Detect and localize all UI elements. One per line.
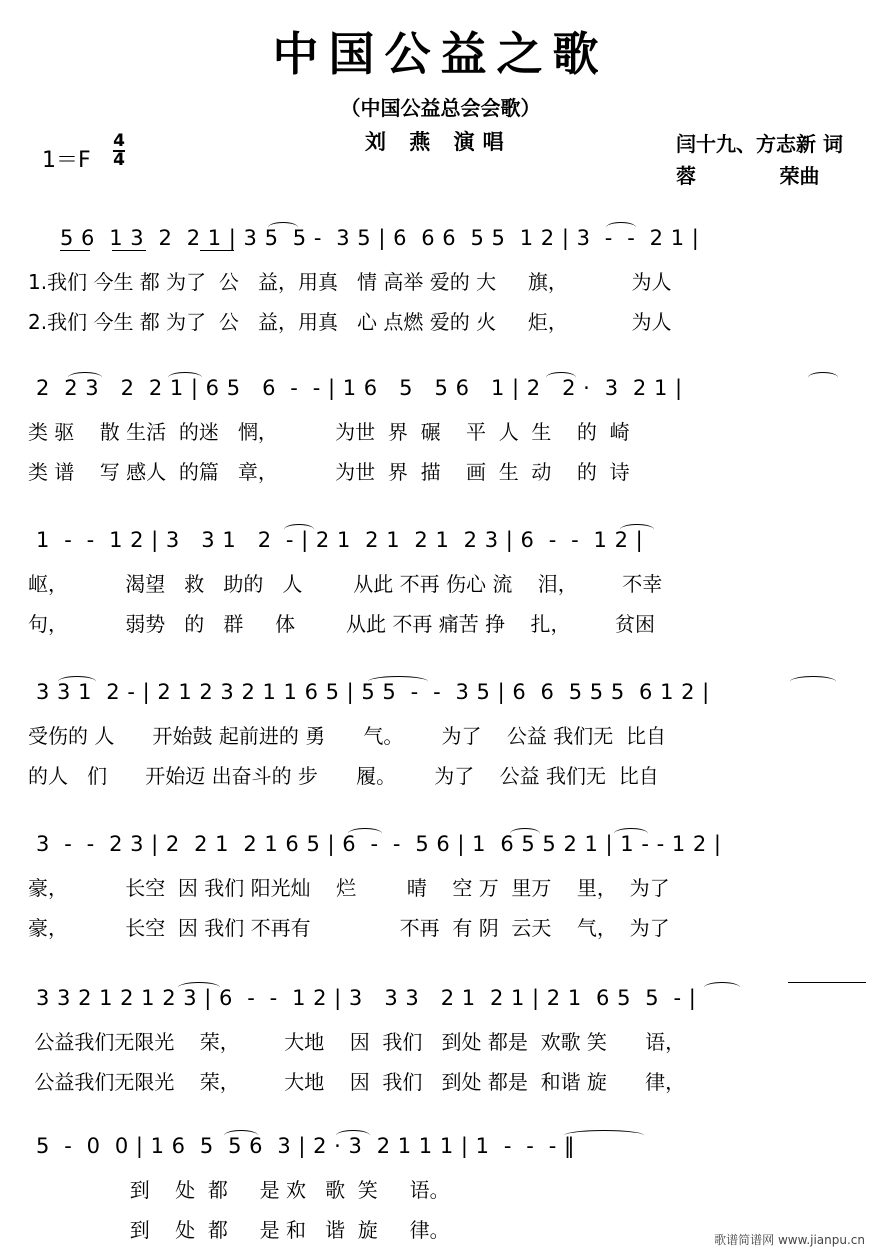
- slur: [168, 372, 202, 383]
- notes-row: 2 2 3 2 2 1 | 6 5 6 - - | 1 6 5 5 6 1 | 2 2 · 3 2 1 |: [36, 376, 683, 400]
- notes-row: 3 3 2 1 2 1 2 3 | 6 - - 1 2 | 3 3 3 2 1 2 1 | 2 1 6 5 5 - |: [36, 986, 697, 1010]
- lyric-verse-1: 1.我们 今生 都 为了 公 益，用真 情 高举 爱的 大 旗， 为人: [28, 270, 672, 294]
- lyric-verse-1: 豪， 长空 因 我们 阳光灿 烂 晴 空 万 里万 里， 为了: [28, 876, 670, 900]
- slur: [704, 982, 740, 993]
- beam: [112, 250, 146, 251]
- lyricist-credit: 闫十九、方志新 词: [676, 132, 843, 156]
- song-title: 中国公益之歌: [272, 27, 609, 81]
- time-signature: [113, 133, 125, 169]
- notes-row: 3 3 1 2 - | 2 1 2 3 2 1 1 6 5 | 5 5 - - 3 5 | 6 6 5 5 5 6 1 2 |: [36, 680, 710, 704]
- slur: [68, 372, 102, 383]
- song-subtitle: （中国公益总会会歌）: [340, 96, 541, 120]
- slur: [510, 828, 540, 839]
- notation-line: [28, 1130, 868, 1170]
- lyric-verse-2: 的人 们 开始迈 出奋斗的 步 履。 为了 公益 我们无 比自: [28, 764, 659, 788]
- slur: [178, 982, 220, 993]
- slur: [546, 372, 576, 383]
- time-signature-top: 4: [113, 131, 125, 151]
- slur: [808, 372, 838, 383]
- lyric-verse-2: 2.我们 今生 都 为了 公 益，用真 心 点燃 爱的 火 炬， 为人: [28, 310, 672, 334]
- key-signature: 1＝F: [42, 148, 91, 173]
- lyric-verse-1: 类 驱 散 生活 的迷 惘， 为世 界 碾 平 人 生 的 崎: [28, 420, 630, 444]
- slur: [790, 676, 836, 687]
- lyric-verse-2: 类 谱 写 感人 的篇 章， 为世 界 描 画 生 动 的 诗: [28, 460, 630, 484]
- watermark: 歌谱简谱网 www.jianpu.cn: [714, 1233, 865, 1247]
- slur: [224, 1130, 258, 1141]
- slur: [58, 676, 96, 687]
- music-system-4: [28, 676, 868, 786]
- beam: [200, 250, 234, 251]
- lyric-verse-1: 到 处 都 是 欢 歌 笑 语。: [28, 1178, 450, 1202]
- lyric-verse-1: 公益我们无限光 荣， 大地 因 我们 到处 都是 欢歌 笑 语，: [28, 1030, 686, 1054]
- notation-line: [28, 372, 868, 412]
- music-system-3: [28, 524, 868, 634]
- lyric-verse-1: 受伤的 人 开始鼓 起前进的 勇 气。 为了 公益 我们无 比自: [28, 724, 667, 748]
- lyric-verse-2: 公益我们无限光 荣， 大地 因 我们 到处 都是 和谐 旋 律，: [28, 1070, 686, 1094]
- music-system-1: [28, 222, 868, 332]
- notation-line: [28, 982, 868, 1022]
- slur: [284, 524, 314, 535]
- music-system-2: [28, 372, 868, 482]
- notes-row: 1 - - 1 2 | 3 3 1 2 - | 2 1 2 1 2 1 2 3 | 6 - - 1 2 |: [36, 528, 644, 552]
- slur: [788, 982, 866, 993]
- slur: [348, 828, 382, 839]
- notation-line: [28, 524, 868, 564]
- notation-line: [28, 828, 868, 868]
- lyric-verse-2: 句， 弱势 的 群 体 从此 不再 痛苦 挣 扎， 贫困: [28, 612, 656, 636]
- beam: [60, 250, 90, 251]
- notes-row: 3 - - 2 3 | 2 2 1 2 1 6 5 | 6 - - 5 6 | 1 6 5 5 2 1 | 1 - - 1 2 |: [36, 832, 722, 856]
- slur: [564, 1130, 644, 1141]
- performer: 刘 燕 演唱: [365, 130, 512, 154]
- music-system-7: [28, 1130, 868, 1240]
- notes-row: 5 6 1 3 2 2 1 | 3 5 5 - 3 5 | 6 6 6 5 5 1 2 | 3 - - 2 1 |: [60, 226, 700, 250]
- notation-line: [28, 676, 868, 716]
- composer-credit: 蓉 荣曲: [676, 164, 820, 188]
- time-signature-bottom: 4: [113, 150, 125, 170]
- lyric-verse-2: 到 处 都 是 和 谐 旋 律。: [28, 1218, 450, 1242]
- slur: [268, 222, 298, 233]
- slur: [620, 524, 654, 535]
- music-system-6: [28, 982, 868, 1092]
- slur: [614, 828, 648, 839]
- slur: [606, 222, 636, 233]
- slur: [368, 676, 428, 687]
- lyric-verse-1: 岖， 渴望 救 助的 人 从此 不再 伤心 流 泪， 不幸: [28, 572, 663, 596]
- slur: [336, 1130, 370, 1141]
- notes-row: 5 - 0 0 | 1 6 5 5 6 3 | 2 · 3 2 1 1 1 | 1 - - - ‖: [36, 1134, 575, 1158]
- music-system-5: [28, 828, 868, 938]
- notation-line: [28, 222, 868, 262]
- lyric-verse-2: 豪， 长空 因 我们 不再有 不再 有 阴 云天 气， 为了: [28, 916, 670, 940]
